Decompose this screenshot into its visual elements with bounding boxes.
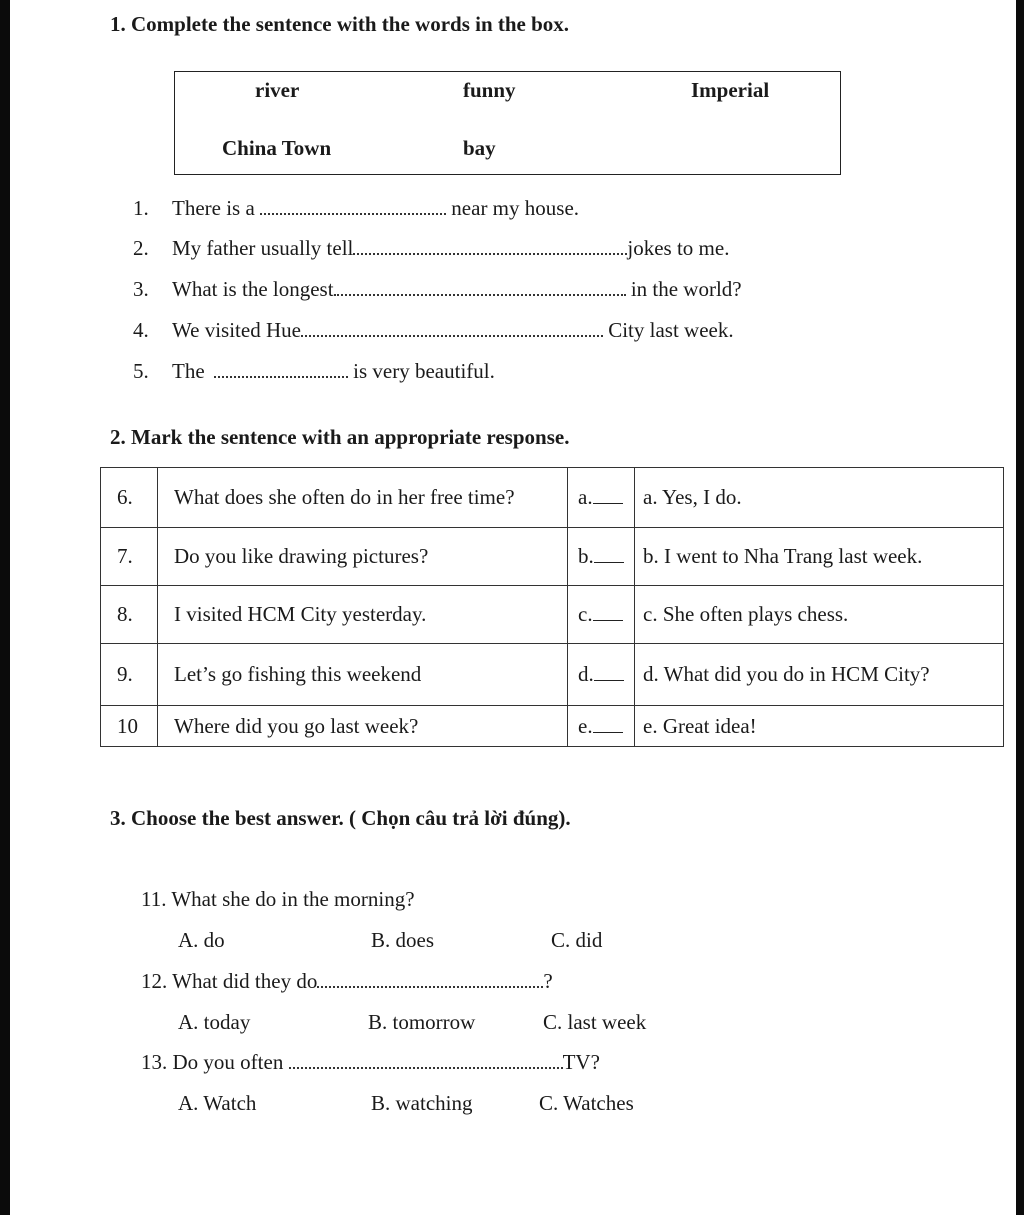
blank-line[interactable]: [289, 1051, 563, 1069]
blank-line[interactable]: [317, 970, 543, 988]
item-number: 4.: [133, 318, 149, 342]
answer-letter: d.: [578, 662, 594, 686]
sentence-text: in the world?: [630, 277, 742, 301]
row-response: e. Great idea!: [635, 706, 1004, 747]
table-row: [101, 468, 1004, 528]
sentence-text: City last week.: [608, 318, 734, 342]
question-text: 12. What did they do: [141, 969, 318, 993]
item-number: 2.: [133, 236, 149, 260]
row-response: b. I went to Nha Trang last week.: [635, 528, 1004, 586]
row-response: c. She often plays chess.: [635, 586, 1004, 644]
answer-cell[interactable]: [568, 528, 635, 586]
fill-sentence-3: [172, 277, 742, 302]
question-13: [141, 1050, 600, 1075]
blank-line[interactable]: [214, 360, 348, 378]
blank-line[interactable]: [260, 197, 446, 215]
fill-sentence-5: [172, 359, 495, 384]
answer-letter: e.: [578, 713, 593, 738]
option-a[interactable]: A. Watch: [178, 1091, 257, 1115]
section3-title: 3. Choose the best answer. ( Chọn câu trả lời đúng).: [110, 806, 571, 830]
sentence-text: jokes to me.: [627, 236, 730, 260]
blank-line[interactable]: [353, 237, 627, 255]
word-china-town: China Town: [222, 136, 332, 160]
question-text: ?: [543, 969, 553, 993]
row-response: a. Yes, I do.: [635, 468, 1004, 528]
option-b[interactable]: B. does: [371, 928, 434, 952]
blank-line[interactable]: [301, 319, 603, 337]
fill-sentence-2: [172, 236, 729, 261]
option-b[interactable]: B. tomorrow: [368, 1010, 476, 1034]
answer-letter: c.: [578, 602, 593, 626]
right-page-edge: [1016, 0, 1024, 1215]
row-number: 6.: [101, 468, 158, 528]
option-a[interactable]: A. do: [178, 928, 225, 952]
row-question: Where did you go last week?: [158, 706, 568, 747]
item-number: 1.: [133, 196, 149, 220]
item-number: 5.: [133, 359, 149, 383]
word-river: river: [255, 78, 300, 102]
word-box: [174, 71, 841, 175]
row-question: What does she often do in her free time?: [158, 468, 568, 528]
left-page-edge: [0, 0, 10, 1215]
row-question: I visited HCM City yesterday.: [158, 586, 568, 644]
option-b[interactable]: B. watching: [371, 1091, 473, 1115]
answer-cell[interactable]: [568, 644, 635, 706]
answer-cell[interactable]: [568, 586, 635, 644]
table-row: [101, 586, 1004, 644]
table-row: [101, 528, 1004, 586]
row-question: Do you like drawing pictures?: [158, 528, 568, 586]
sentence-text: We visited Hue: [172, 318, 301, 342]
word-bay: bay: [463, 136, 496, 160]
sentence-text: The: [172, 359, 205, 383]
question-12: [141, 969, 553, 994]
matching-table: [100, 467, 1004, 747]
option-c[interactable]: C. last week: [543, 1010, 647, 1034]
section1-title: 1. Complete the sentence with the words in the box.: [110, 12, 570, 36]
fill-sentence-1: [172, 196, 579, 221]
answer-cell[interactable]: [568, 706, 635, 747]
row-number: 7.: [101, 528, 158, 586]
answer-cell[interactable]: [568, 468, 635, 528]
question-text: TV?: [562, 1050, 600, 1074]
word-imperial: Imperial: [691, 78, 770, 102]
option-c[interactable]: C. Watches: [539, 1091, 634, 1115]
row-number: 10: [101, 706, 158, 747]
sentence-text: There is a: [172, 196, 255, 220]
item-number: 3.: [133, 277, 149, 301]
row-number: 8.: [101, 586, 158, 644]
option-c[interactable]: C. did: [551, 928, 603, 952]
answer-blank[interactable]: [594, 548, 624, 563]
sentence-text: is very beautiful.: [353, 359, 495, 383]
table-row: [101, 644, 1004, 706]
answer-blank[interactable]: [593, 718, 623, 733]
answer-letter: a.: [578, 485, 593, 509]
option-a[interactable]: A. today: [178, 1010, 251, 1034]
sentence-text: My father usually tell: [172, 236, 354, 260]
fill-sentence-4: [172, 318, 734, 343]
section2-title: 2. Mark the sentence with an appropriate response.: [110, 425, 570, 449]
question-11: 11. What she do in the morning?: [141, 887, 415, 911]
row-question: Let’s go fishing this weekend: [158, 644, 568, 706]
answer-blank[interactable]: [593, 489, 623, 504]
answer-letter: b.: [578, 544, 594, 568]
row-response: d. What did you do in HCM City?: [635, 644, 1004, 706]
blank-line[interactable]: [334, 278, 626, 296]
sentence-text: What is the longest: [172, 277, 334, 301]
sentence-text: near my house.: [451, 196, 580, 220]
table-row: [101, 706, 1004, 747]
answer-blank[interactable]: [593, 606, 623, 621]
word-funny: funny: [463, 78, 516, 102]
row-number: 9.: [101, 644, 158, 706]
answer-blank[interactable]: [594, 666, 624, 681]
question-text: 13. Do you often: [141, 1050, 284, 1074]
